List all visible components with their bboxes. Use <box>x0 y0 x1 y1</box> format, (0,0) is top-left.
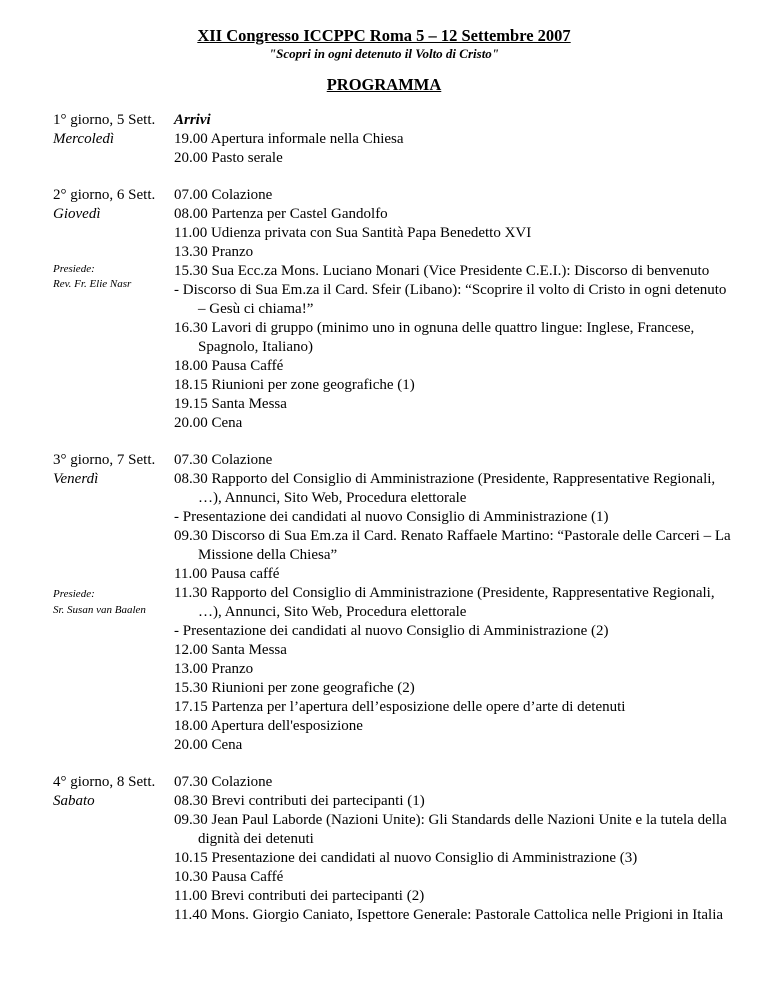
day-weekday: Giovedì <box>53 206 101 222</box>
day-4-info <box>53 773 174 925</box>
schedule-item: 09.30 Discorso di Sua Em.za il Card. Renato Raffaele Martino: “Pastorale delle Carceri – La Missione della Chiesa” <box>174 528 731 563</box>
schedule-item: 15.30 Riunioni per zone geografiche (2) <box>174 680 415 696</box>
schedule-item: 08.30 Brevi contributi dei partecipanti (1) <box>174 793 425 809</box>
schedule-item: 13.00 Pranzo <box>174 661 254 677</box>
document-header <box>0 26 768 62</box>
schedule-item: 10.30 Pausa Caffé <box>174 869 284 885</box>
day-label: 1° giorno, 5 Sett. <box>53 112 156 128</box>
chair-label: Presiede: <box>53 588 95 600</box>
arrivals-heading: Arrivi <box>174 112 211 128</box>
day-1-schedule <box>174 111 734 168</box>
schedule-item: 20.00 Cena <box>174 415 243 431</box>
day-weekday: Venerdì <box>53 471 99 487</box>
day-4-schedule <box>174 773 734 925</box>
schedule-item: 08.00 Partenza per Castel Gandolfo <box>174 206 388 222</box>
schedule-item: 18.15 Riunioni per zone geografiche (1) <box>174 377 415 393</box>
schedule-item: 19.00 Apertura informale nella Chiesa <box>174 131 404 147</box>
schedule-item: 15.30 Sua Ecc.za Mons. Luciano Monari (Vice Presidente C.E.I.): Discorso di benvenuto <box>174 263 710 279</box>
day-weekday: Sabato <box>53 793 95 809</box>
programme-days <box>53 111 743 943</box>
day-label: 2° giorno, 6 Sett. <box>53 187 156 203</box>
schedule-item: 09.30 Jean Paul Laborde (Nazioni Unite): Gli Standards delle Nazioni Unite e la tutela della dignità dei detenuti <box>174 812 727 847</box>
chair-name: Rev. Fr. Elie Nasr <box>53 278 132 290</box>
schedule-item: - Presentazione dei candidati al nuovo Consiglio di Amministrazione (2) <box>174 623 609 639</box>
schedule-item: 07.00 Colazione <box>174 187 273 203</box>
congress-motto: "Scopri in ogni detenuto il Volto di Cristo" <box>268 46 500 61</box>
schedule-item: 13.30 Pranzo <box>174 244 254 260</box>
schedule-item: 11.00 Pausa caffé <box>174 566 280 582</box>
schedule-item: - Discorso di Sua Em.za il Card. Sfeir (Libano): “Scoprire il volto di Cristo in ogni detenuto – Gesù ci chiama!” <box>174 282 727 317</box>
schedule-item: 17.15 Partenza per l’apertura dell’esposizione delle opere d’arte di detenuti <box>174 699 626 715</box>
schedule-item: 11.30 Rapporto del Consiglio di Amministrazione (Presidente, Rappresentative Regionali, …), Annunci, Sito Web, Procedura elettorale <box>174 585 715 620</box>
schedule-item: - Presentazione dei candidati al nuovo Consiglio di Amministrazione (1) <box>174 509 609 525</box>
day-3 <box>53 451 743 755</box>
schedule-item: 16.30 Lavori di gruppo (minimo uno in ognuna delle quattro lingue: Inglese, Francese, Spagnolo, Italiano) <box>174 320 695 355</box>
day-3-schedule <box>174 451 734 755</box>
day-1-info <box>53 111 174 168</box>
schedule-item: 12.00 Santa Messa <box>174 642 287 658</box>
day-4 <box>53 773 743 925</box>
schedule-item: 20.00 Pasto serale <box>174 150 283 166</box>
day-2 <box>53 186 743 433</box>
schedule-item: 11.00 Udienza privata con Sua Santità Papa Benedetto XVI <box>174 225 532 241</box>
day-label: 4° giorno, 8 Sett. <box>53 774 156 790</box>
day-2-info <box>53 186 174 433</box>
day-3-info <box>53 451 174 755</box>
schedule-item: 10.15 Presentazione dei candidati al nuovo Consiglio di Amministrazione (3) <box>174 850 638 866</box>
day-1 <box>53 111 743 168</box>
chair-label: Presiede: <box>53 263 95 275</box>
programme-heading: PROGRAMMA <box>326 75 442 94</box>
congress-title: XII Congresso ICCPPC Roma 5 – 12 Settembre 2007 <box>197 26 571 45</box>
schedule-item: 08.30 Rapporto del Consiglio di Amministrazione (Presidente, Rappresentative Regionali, …), Annunci, Sito Web, Procedura elettorale <box>174 471 716 506</box>
schedule-item: 18.00 Apertura dell'esposizione <box>174 718 363 734</box>
schedule-item: 18.00 Pausa Caffé <box>174 358 284 374</box>
chair-name: Sr. Susan van Baalen <box>53 604 146 616</box>
schedule-item: 07.30 Colazione <box>174 774 273 790</box>
schedule-item: 19.15 Santa Messa <box>174 396 287 412</box>
schedule-item: 07.30 Colazione <box>174 452 273 468</box>
schedule-item: 11.40 Mons. Giorgio Caniato, Ispettore Generale: Pastorale Cattolica nelle Prigioni in Italia <box>174 907 724 923</box>
day-weekday: Mercoledì <box>53 131 115 147</box>
day-label: 3° giorno, 7 Sett. <box>53 452 156 468</box>
schedule-item: 20.00 Cena <box>174 737 243 753</box>
day-2-schedule <box>174 186 734 433</box>
schedule-item: 11.00 Brevi contributi dei partecipanti (2) <box>174 888 425 904</box>
